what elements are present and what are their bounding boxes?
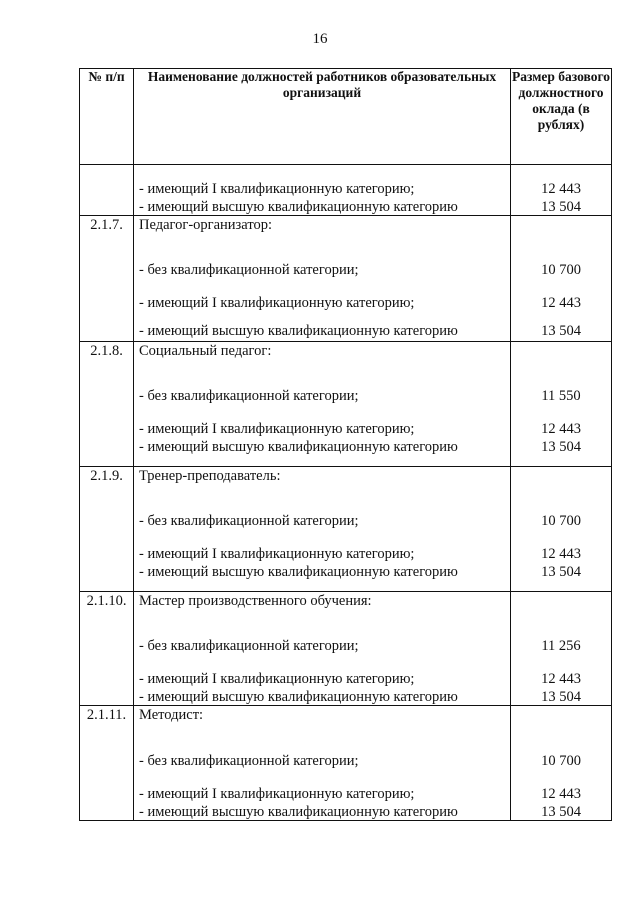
table-row	[80, 689, 612, 706]
row-number	[80, 165, 134, 199]
base-salary: 13 504	[511, 689, 612, 706]
table-row	[80, 564, 612, 591]
table-row	[80, 313, 612, 341]
position-name: Мастер производственного обучения:	[134, 591, 511, 623]
row-number	[80, 804, 134, 821]
position-name: - без квалификационной категории;	[134, 247, 511, 280]
position-name: - имеющий высшую квалификационную категорию	[134, 439, 511, 466]
row-number	[80, 738, 134, 771]
table-row	[80, 199, 612, 216]
row-number: 2.1.7.	[80, 215, 134, 247]
base-salary: 13 504	[511, 564, 612, 591]
table-row	[80, 439, 612, 466]
salary-table	[79, 68, 612, 821]
row-number: 2.1.11.	[80, 706, 134, 738]
table-body	[80, 165, 612, 821]
table-row	[80, 247, 612, 280]
base-salary: 12 443	[511, 165, 612, 199]
column-header-salary: Размер базового должностного оклада (в рублях)	[511, 69, 612, 165]
row-number	[80, 439, 134, 466]
row-number	[80, 406, 134, 439]
row-number	[80, 498, 134, 531]
row-number: 2.1.8.	[80, 341, 134, 373]
position-name: - без квалификационной категории;	[134, 623, 511, 656]
column-header-position: Наименование должностей работников образовательных организаций	[134, 69, 511, 165]
row-number	[80, 656, 134, 689]
position-name: - имеющий I квалификационную категорию;	[134, 656, 511, 689]
base-salary: 13 504	[511, 313, 612, 341]
position-name: - имеющий высшую квалификационную категорию	[134, 564, 511, 591]
row-number	[80, 623, 134, 656]
table-row	[80, 466, 612, 498]
table-row	[80, 406, 612, 439]
base-salary: 12 443	[511, 280, 612, 313]
position-name: Педагог-организатор:	[134, 215, 511, 247]
row-number	[80, 313, 134, 341]
position-name: - имеющий высшую квалификационную категорию	[134, 689, 511, 706]
table-row	[80, 165, 612, 199]
table-row	[80, 738, 612, 771]
position-name: Методист:	[134, 706, 511, 738]
table-row	[80, 341, 612, 373]
row-number	[80, 771, 134, 804]
position-name: - имеющий I квалификационную категорию;	[134, 406, 511, 439]
position-name: - имеющий высшую квалификационную категорию	[134, 199, 511, 216]
position-name: Тренер-преподаватель:	[134, 466, 511, 498]
base-salary: 11 256	[511, 623, 612, 656]
table-row	[80, 591, 612, 623]
table-row	[80, 804, 612, 821]
position-name: - имеющий I квалификационную категорию;	[134, 531, 511, 564]
position-name: - имеющий высшую квалификационную категорию	[134, 313, 511, 341]
base-salary: 13 504	[511, 439, 612, 466]
position-name: - имеющий I квалификационную категорию;	[134, 280, 511, 313]
row-number	[80, 531, 134, 564]
row-number: 2.1.9.	[80, 466, 134, 498]
table-row	[80, 280, 612, 313]
table-row	[80, 373, 612, 406]
base-salary: 13 504	[511, 199, 612, 216]
position-name: - имеющий I квалификационную категорию;	[134, 771, 511, 804]
position-name: - без квалификационной категории;	[134, 738, 511, 771]
row-number	[80, 373, 134, 406]
position-name: Социальный педагог:	[134, 341, 511, 373]
base-salary: 12 443	[511, 531, 612, 564]
row-number: 2.1.10.	[80, 591, 134, 623]
table-row	[80, 498, 612, 531]
table-row	[80, 771, 612, 804]
position-name: - без квалификационной категории;	[134, 373, 511, 406]
page-number: 16	[312, 31, 328, 47]
base-salary	[511, 591, 612, 623]
table-row	[80, 706, 612, 738]
column-header-number: № п/п	[80, 69, 134, 165]
base-salary: 12 443	[511, 771, 612, 804]
base-salary	[511, 466, 612, 498]
base-salary	[511, 215, 612, 247]
table-row	[80, 531, 612, 564]
position-name: - имеющий I квалификационную категорию;	[134, 165, 511, 199]
position-name: - без квалификационной категории;	[134, 498, 511, 531]
row-number	[80, 199, 134, 216]
base-salary: 12 443	[511, 406, 612, 439]
base-salary: 10 700	[511, 738, 612, 771]
row-number	[80, 280, 134, 313]
row-number	[80, 689, 134, 706]
table-row	[80, 623, 612, 656]
base-salary	[511, 341, 612, 373]
row-number	[80, 564, 134, 591]
base-salary: 12 443	[511, 656, 612, 689]
base-salary: 10 700	[511, 498, 612, 531]
table-header-row	[80, 69, 612, 165]
position-name: - имеющий высшую квалификационную категорию	[134, 804, 511, 821]
base-salary: 11 550	[511, 373, 612, 406]
table-row	[80, 656, 612, 689]
base-salary: 10 700	[511, 247, 612, 280]
table-row	[80, 215, 612, 247]
base-salary: 13 504	[511, 804, 612, 821]
base-salary	[511, 706, 612, 738]
row-number	[80, 247, 134, 280]
